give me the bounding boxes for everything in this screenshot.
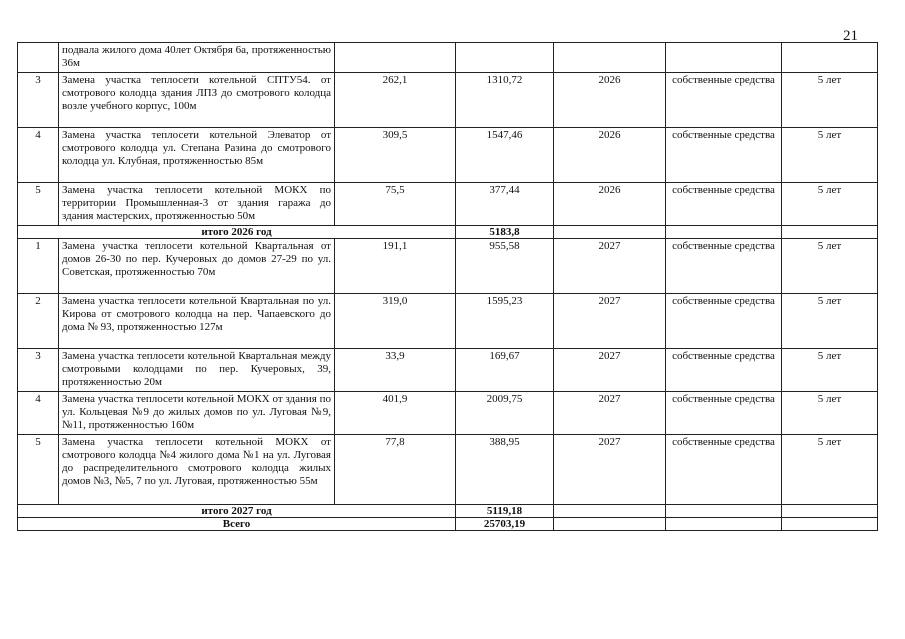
row-description: Замена участка теплосети котельной Квартальная между смотровыми колодцами по пер. Кучеровых, 39, протяженностью 20м [59,349,335,392]
row-term: 5 лет [782,435,878,505]
row-description: подвала жилого дома 40лет Октября 6а, протяженностью 36м [59,43,335,73]
row-number: 4 [18,128,59,183]
row-source: собственные средства [666,183,782,226]
row-number [18,43,59,73]
row-number: 2 [18,294,59,349]
row-description: Замена участка теплосети котельной СПТУ54. от смотрового колодца здания ЛПЗ до смотрового колодца возле учебного корпус, 100м [59,73,335,128]
row-source: собственные средства [666,435,782,505]
row-number: 3 [18,349,59,392]
page-number: 21 [843,28,858,44]
row-description: Замена участка теплосети котельной Квартальная от домов 26-30 по пер. Кучеровых до домов 27-29 по ул. Советская, протяженностью 70м [59,239,335,294]
row-description: Замена участка теплосети котельной Квартальная по ул. Кирова от смотрового колодца на пер. Чапаевского до дома № 93, протяженностью 127м [59,294,335,349]
row-description: Замена участка теплосети котельной МОКХ от смотрового колодца №4 жилого дома №1 на ул. Луговая до распределительного смотрового колодца жилых домов №3, №5, 7 по ул. Луговая, протяженностью 55м [59,435,335,505]
grand-total-row [18,518,878,531]
row-year: 2027 [554,294,666,349]
total-row-2027 [18,505,878,518]
row-source: собственные средства [666,349,782,392]
investment-table [17,42,878,531]
row-term: 5 лет [782,294,878,349]
row-description: Замена участка теплосети котельной МОКХ от здания по ул. Кольцевая №9 до жилых домов по ул. Луговая №9, №11, протяженностью 160м [59,392,335,435]
row-value-2: 1595,23 [456,294,554,349]
table-row [18,128,878,183]
table-row [18,43,878,73]
row-year: 2026 [554,128,666,183]
row-value-2: 1310,72 [456,73,554,128]
row-source: собственные средства [666,128,782,183]
row-term: 5 лет [782,349,878,392]
row-source: собственные средства [666,392,782,435]
row-year: 2027 [554,239,666,294]
grand-total-label: Всего [18,518,456,531]
table-row [18,73,878,128]
row-number: 5 [18,183,59,226]
table-row [18,239,878,294]
table-row [18,435,878,505]
row-year: 2026 [554,183,666,226]
row-year: 2027 [554,435,666,505]
total-sum: 5183,8 [456,226,554,239]
total-label: итого 2027 год [18,505,456,518]
row-value-1: 319,0 [335,294,456,349]
row-term: 5 лет [782,239,878,294]
row-term: 5 лет [782,183,878,226]
row-term: 5 лет [782,128,878,183]
row-value-1: 33,9 [335,349,456,392]
row-value-2: 388,95 [456,435,554,505]
row-value-2: 169,67 [456,349,554,392]
row-number: 5 [18,435,59,505]
row-value-2: 377,44 [456,183,554,226]
row-year: 2027 [554,392,666,435]
row-value-1: 262,1 [335,73,456,128]
total-row-2026 [18,226,878,239]
total-label: итого 2026 год [18,226,456,239]
row-source: собственные средства [666,294,782,349]
row-term: 5 лет [782,73,878,128]
row-description: Замена участка теплосети котельной Элеватор от смотрового колодца ул. Степана Разина до смотрового колодца ул. Клубная, протяженностью 85м [59,128,335,183]
row-number: 1 [18,239,59,294]
table-row [18,349,878,392]
table-row [18,392,878,435]
row-value-1: 309,5 [335,128,456,183]
row-value-2: 2009,75 [456,392,554,435]
row-value-2: 1547,46 [456,128,554,183]
table-row [18,294,878,349]
row-number: 3 [18,73,59,128]
row-value-1: 75,5 [335,183,456,226]
row-value-1: 191,1 [335,239,456,294]
row-value-1: 401,9 [335,392,456,435]
table-row [18,183,878,226]
row-source: собственные средства [666,73,782,128]
row-source: собственные средства [666,239,782,294]
row-year: 2026 [554,73,666,128]
row-number: 4 [18,392,59,435]
row-term: 5 лет [782,392,878,435]
grand-total-sum: 25703,19 [456,518,554,531]
row-year: 2027 [554,349,666,392]
row-value-1: 77,8 [335,435,456,505]
total-sum: 5119,18 [456,505,554,518]
row-description: Замена участка теплосети котельной МОКХ по территории Промышленная-3 от здания гаража до здания мастерских, протяженностью 50м [59,183,335,226]
row-value-2: 955,58 [456,239,554,294]
